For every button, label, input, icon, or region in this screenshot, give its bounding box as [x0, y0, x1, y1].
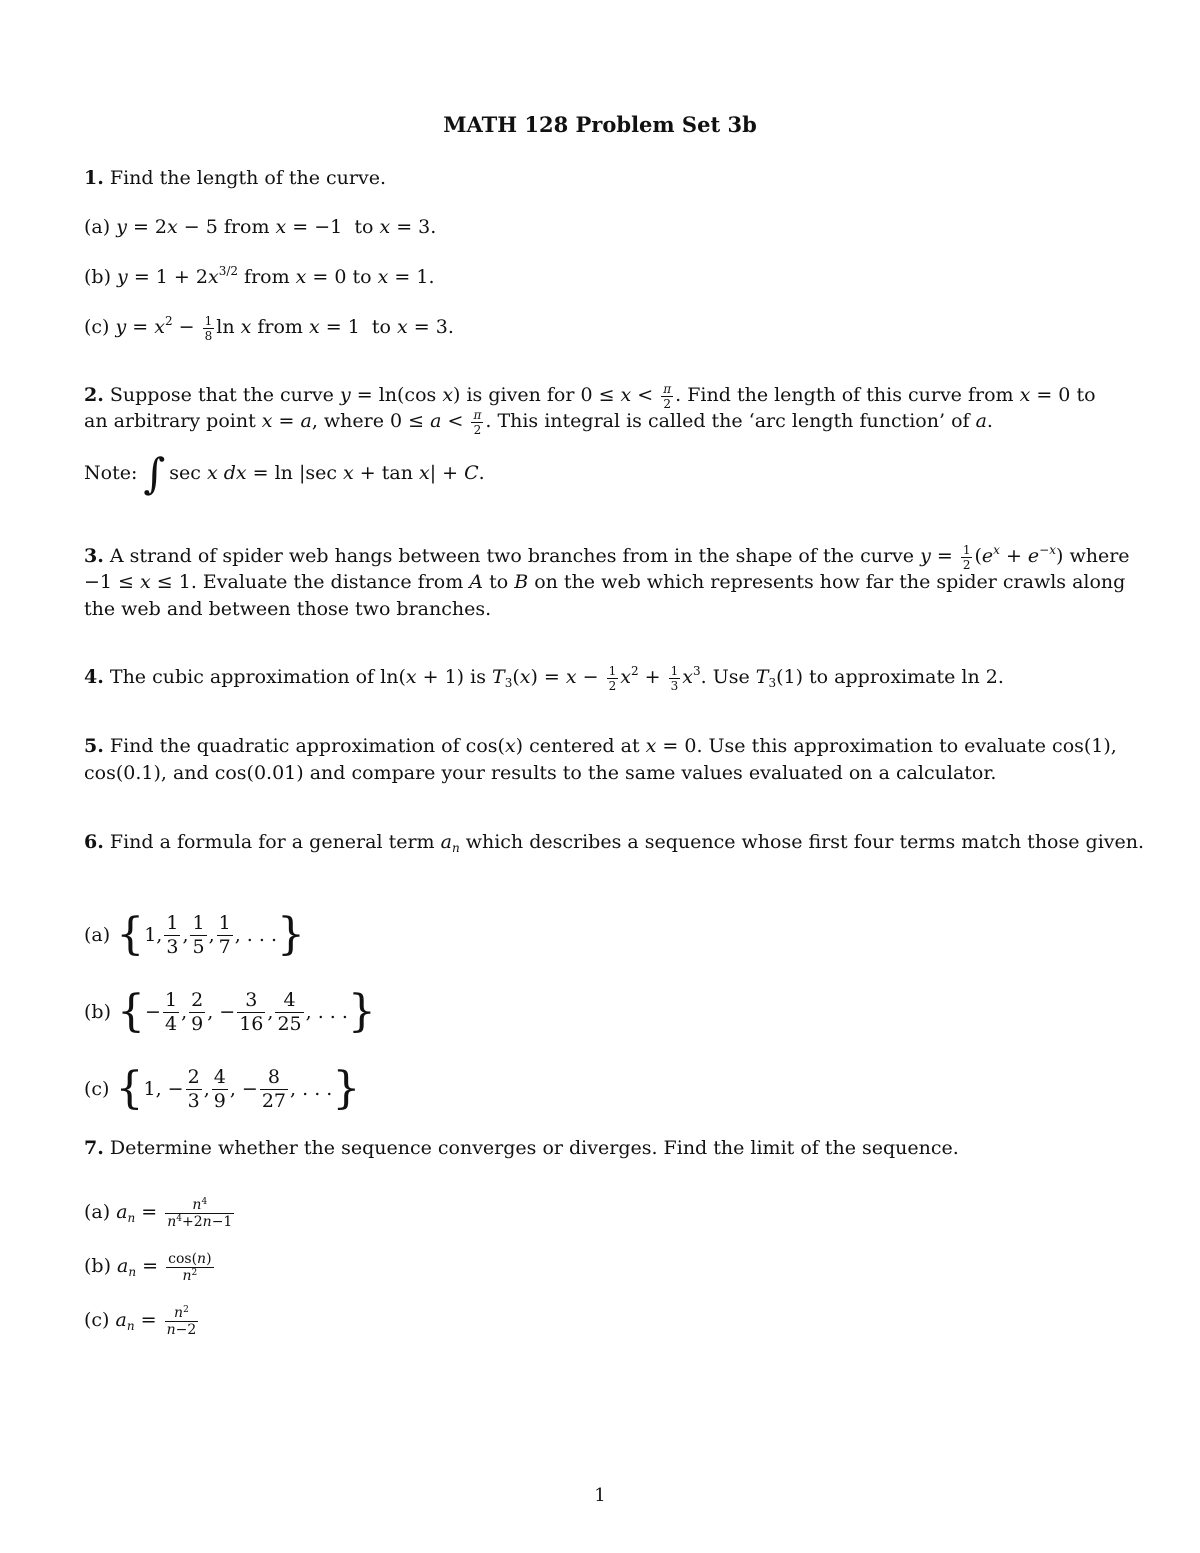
question-6a: (a) { 1, 1 3 , 1 5 , 1 7 , . . . } — [84, 909, 305, 960]
question-3-line-1: 3. A strand of spider web hangs between two branches from in the shape of the curve y = $\frac{1}{2}$ $(e^x + e^{-x})$ where — [84, 542, 1130, 572]
question-6: 6. Find a formula for a general term $a_n$ which describes a sequence whose first four terms match those given. — [84, 831, 1145, 855]
question-5-line-2: cos(0.1), and cos(0.01) and compare your results to the same values evaluated on a calculator. — [84, 762, 997, 784]
fraction: $\frac{1}{8}$ — [204, 313, 213, 343]
question-3-line-3: the web and between those two branches. — [84, 598, 492, 620]
question-7a: (a) $a_n$ = $\frac{n^4}{n^4+2n-1}$ — [84, 1196, 233, 1230]
page-number: 1 — [594, 1485, 606, 1506]
question-5-line-1: 5. Find the quadratic approximation of cos(x) centered at x = 0. Use this approximation to evaluate cos(1), — [84, 735, 1117, 757]
question-2-line-1: 2. Suppose that the curve y = ln(cos x) is given for 0 ≤ x < $\frac{\pi}{2}$ . Find the length of this curve from x = 0 to — [84, 381, 1096, 411]
question-2-note: Note: ∫ sec x dx = ln |sec x + tan x| + C. — [84, 449, 485, 498]
page-title: MATH 128 Problem Set 3b — [443, 112, 757, 137]
question-7b: (b) $a_n$ = $\frac{\cos(n)}{n^2}$ — [84, 1250, 212, 1284]
question-1: 1. Find the length of the curve. — [84, 167, 387, 189]
question-7c: (c) $a_n$ = $\frac{n^2}{n-2}$ — [84, 1304, 197, 1338]
integral-sign-icon: ∫ — [143, 449, 166, 498]
question-1b: (b) $y = 1 + 2x^{3/2}$ from x = 0 to x = 1. — [84, 264, 435, 288]
question-3-line-2: −1 ≤ x ≤ 1. Evaluate the distance from A to B on the web which represents how far the spider crawls along — [84, 571, 1126, 593]
question-1a: (a) y = 2x − 5 from x = −1 to x = 3. — [84, 216, 437, 238]
question-7: 7. Determine whether the sequence converges or diverges. Find the limit of the sequence. — [84, 1137, 959, 1159]
question-1c: (c) $y = x^2$ − $\frac{1}{8}$ ln x from x = 1 to x = 3. — [84, 313, 454, 343]
question-2-line-2: an arbitrary point x = a, where 0 ≤ a < $\frac{\pi}{2}$ . This integral is called the ‘arc length function’ of a. — [84, 407, 993, 437]
question-4: 4. The cubic approximation of ln(x + 1) is $T_3(x) = x$ − $\frac{1}{2}$ $x^2$ + $\frac{1}{3}$ $x^3$. Use $T_3(1)$ to approximate ln 2. — [84, 663, 1004, 693]
question-6c: (c) { 1, − 2 3 , 4 9 , − 8 27 , . . . } — [84, 1063, 361, 1114]
question-6b: (b) { − 1 4 , 2 9 , − 3 16 , 4 25 , . . . } — [84, 986, 376, 1037]
